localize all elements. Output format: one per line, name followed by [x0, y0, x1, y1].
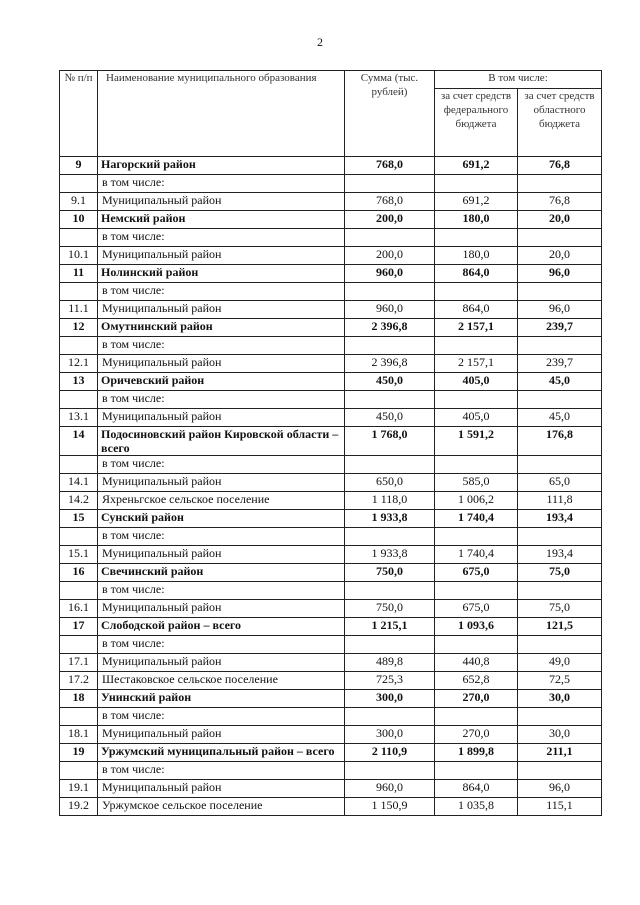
row-federal: 1 035,8 [435, 798, 518, 816]
table-row [60, 636, 602, 654]
row-federal [435, 582, 518, 600]
table-row [60, 265, 602, 283]
row-number: 14.1 [60, 474, 98, 492]
row-federal: 1 740,4 [435, 546, 518, 564]
row-name: Омутнинский район [98, 319, 345, 337]
row-federal [435, 283, 518, 301]
row-sum: 960,0 [345, 301, 435, 319]
row-name: Сунский район [98, 510, 345, 528]
table-row [60, 283, 602, 301]
row-name: Подосиновский район Кировской области – всего [98, 427, 345, 456]
row-name: Муниципальный район [98, 474, 345, 492]
row-number [60, 283, 98, 301]
row-federal [435, 528, 518, 546]
row-name: Уржумское сельское поселение [98, 798, 345, 816]
row-federal [435, 762, 518, 780]
row-sum: 450,0 [345, 373, 435, 391]
row-regional [518, 636, 602, 654]
table-row [60, 708, 602, 726]
row-federal: 440,8 [435, 654, 518, 672]
row-regional [518, 708, 602, 726]
row-name: в том числе: [98, 582, 345, 600]
table-row [60, 175, 602, 193]
row-number: 10.1 [60, 247, 98, 265]
row-number [60, 762, 98, 780]
row-sum: 960,0 [345, 780, 435, 798]
row-federal: 1 006,2 [435, 492, 518, 510]
row-name: Шестаковское сельское поселение [98, 672, 345, 690]
row-number [60, 391, 98, 409]
row-number: 12.1 [60, 355, 98, 373]
row-name: в том числе: [98, 175, 345, 193]
row-number: 15.1 [60, 546, 98, 564]
row-regional: 193,4 [518, 546, 602, 564]
row-name: Муниципальный район [98, 780, 345, 798]
row-federal [435, 391, 518, 409]
row-federal: 1 899,8 [435, 744, 518, 762]
row-name: Немский район [98, 211, 345, 229]
table-row [60, 319, 602, 337]
row-regional [518, 762, 602, 780]
row-sum [345, 528, 435, 546]
row-name: Муниципальный район [98, 600, 345, 618]
header-sum: Сумма (тыс. рублей) [345, 71, 435, 157]
row-regional: 176,8 [518, 427, 602, 456]
row-federal [435, 708, 518, 726]
row-number: 13.1 [60, 409, 98, 427]
table-row [60, 157, 602, 175]
row-number [60, 528, 98, 546]
row-regional: 49,0 [518, 654, 602, 672]
row-name: Муниципальный район [98, 654, 345, 672]
row-federal: 691,2 [435, 193, 518, 211]
table-row [60, 582, 602, 600]
row-regional [518, 283, 602, 301]
table-row [60, 762, 602, 780]
row-sum: 650,0 [345, 474, 435, 492]
row-federal: 691,2 [435, 157, 518, 175]
row-regional: 96,0 [518, 265, 602, 283]
row-regional [518, 582, 602, 600]
row-regional: 211,1 [518, 744, 602, 762]
row-name: в том числе: [98, 762, 345, 780]
row-regional: 65,0 [518, 474, 602, 492]
row-sum [345, 337, 435, 355]
row-name: Слободской район – всего [98, 618, 345, 636]
row-federal: 2 157,1 [435, 355, 518, 373]
table-row [60, 474, 602, 492]
row-number [60, 456, 98, 474]
row-sum: 1 118,0 [345, 492, 435, 510]
row-federal [435, 229, 518, 247]
row-sum: 1 933,8 [345, 510, 435, 528]
row-name: Яхреньгское сельское поселение [98, 492, 345, 510]
row-federal: 864,0 [435, 780, 518, 798]
row-regional: 111,8 [518, 492, 602, 510]
row-number: 16 [60, 564, 98, 582]
table-row [60, 492, 602, 510]
table-body [60, 157, 602, 816]
row-name: в том числе: [98, 391, 345, 409]
header-num: № п/п [60, 71, 98, 157]
row-number: 16.1 [60, 600, 98, 618]
row-sum: 750,0 [345, 600, 435, 618]
row-sum [345, 582, 435, 600]
row-sum: 1 933,8 [345, 546, 435, 564]
row-number: 14 [60, 427, 98, 456]
row-regional [518, 337, 602, 355]
row-regional: 239,7 [518, 319, 602, 337]
row-federal: 675,0 [435, 600, 518, 618]
row-name: Муниципальный район [98, 355, 345, 373]
row-name: Муниципальный район [98, 409, 345, 427]
row-name: в том числе: [98, 636, 345, 654]
table-row [60, 654, 602, 672]
table-row [60, 672, 602, 690]
row-federal: 270,0 [435, 726, 518, 744]
row-number [60, 636, 98, 654]
table-row [60, 391, 602, 409]
row-sum: 1 215,1 [345, 618, 435, 636]
table-row [60, 528, 602, 546]
row-name: Нагорский район [98, 157, 345, 175]
row-regional: 20,0 [518, 247, 602, 265]
table-row [60, 798, 602, 816]
row-regional: 30,0 [518, 726, 602, 744]
row-name: Свечинский район [98, 564, 345, 582]
row-regional [518, 229, 602, 247]
row-number: 18.1 [60, 726, 98, 744]
row-name: Оричевский район [98, 373, 345, 391]
row-regional: 76,8 [518, 193, 602, 211]
row-number: 9 [60, 157, 98, 175]
row-regional: 193,4 [518, 510, 602, 528]
row-sum [345, 283, 435, 301]
row-sum [345, 456, 435, 474]
row-sum: 768,0 [345, 193, 435, 211]
row-federal: 864,0 [435, 301, 518, 319]
header-regional: за счет средств областного бюджета [518, 89, 602, 157]
row-regional: 75,0 [518, 564, 602, 582]
row-sum [345, 229, 435, 247]
table-row [60, 229, 602, 247]
row-federal [435, 175, 518, 193]
row-number [60, 582, 98, 600]
row-regional: 239,7 [518, 355, 602, 373]
row-number: 14.2 [60, 492, 98, 510]
table-row [60, 546, 602, 564]
table-row [60, 600, 602, 618]
table-row [60, 427, 602, 456]
row-federal: 585,0 [435, 474, 518, 492]
row-sum [345, 636, 435, 654]
row-regional [518, 175, 602, 193]
row-number [60, 175, 98, 193]
table-row [60, 193, 602, 211]
row-sum [345, 708, 435, 726]
row-regional: 96,0 [518, 780, 602, 798]
row-name: в том числе: [98, 456, 345, 474]
row-name: в том числе: [98, 337, 345, 355]
row-name: Муниципальный район [98, 726, 345, 744]
row-sum: 1 150,9 [345, 798, 435, 816]
row-name: Уржумский муниципальный район – всего [98, 744, 345, 762]
row-federal [435, 456, 518, 474]
row-sum [345, 175, 435, 193]
row-name: Нолинский район [98, 265, 345, 283]
row-federal: 2 157,1 [435, 319, 518, 337]
table-row [60, 247, 602, 265]
row-name: Муниципальный район [98, 301, 345, 319]
row-number [60, 708, 98, 726]
page-number: 2 [317, 35, 323, 49]
row-regional [518, 391, 602, 409]
row-name: Муниципальный район [98, 546, 345, 564]
row-number: 19.2 [60, 798, 98, 816]
row-sum: 768,0 [345, 157, 435, 175]
row-sum: 489,8 [345, 654, 435, 672]
row-regional: 76,8 [518, 157, 602, 175]
row-name: Муниципальный район [98, 247, 345, 265]
row-federal: 405,0 [435, 373, 518, 391]
table-row [60, 373, 602, 391]
row-sum: 960,0 [345, 265, 435, 283]
row-federal: 1 591,2 [435, 427, 518, 456]
row-number: 13 [60, 373, 98, 391]
table-row [60, 409, 602, 427]
row-number: 15 [60, 510, 98, 528]
row-number: 17 [60, 618, 98, 636]
row-regional [518, 456, 602, 474]
row-sum [345, 391, 435, 409]
row-sum: 450,0 [345, 409, 435, 427]
table-row [60, 690, 602, 708]
row-sum: 2 396,8 [345, 319, 435, 337]
table-row [60, 456, 602, 474]
table-row [60, 301, 602, 319]
table-row [60, 564, 602, 582]
header-including: В том числе: [435, 71, 602, 89]
row-name: в том числе: [98, 229, 345, 247]
row-name: в том числе: [98, 708, 345, 726]
row-regional: 115,1 [518, 798, 602, 816]
row-federal: 405,0 [435, 409, 518, 427]
row-sum: 1 768,0 [345, 427, 435, 456]
row-regional: 121,5 [518, 618, 602, 636]
table-header [60, 71, 602, 157]
row-regional [518, 528, 602, 546]
row-number: 17.1 [60, 654, 98, 672]
row-number [60, 229, 98, 247]
row-number: 18 [60, 690, 98, 708]
row-federal: 180,0 [435, 247, 518, 265]
row-regional: 72,5 [518, 672, 602, 690]
row-federal: 864,0 [435, 265, 518, 283]
row-federal [435, 337, 518, 355]
row-federal [435, 636, 518, 654]
row-sum: 750,0 [345, 564, 435, 582]
row-sum: 200,0 [345, 247, 435, 265]
table-row [60, 510, 602, 528]
row-name: Унинский район [98, 690, 345, 708]
header-name: Наименование муниципального образования [98, 71, 345, 157]
row-name: в том числе: [98, 283, 345, 301]
row-sum [345, 762, 435, 780]
row-sum: 2 110,9 [345, 744, 435, 762]
row-number: 11 [60, 265, 98, 283]
row-sum: 300,0 [345, 690, 435, 708]
row-regional: 30,0 [518, 690, 602, 708]
row-number: 11.1 [60, 301, 98, 319]
row-federal: 1 740,4 [435, 510, 518, 528]
row-federal: 180,0 [435, 211, 518, 229]
row-name: в том числе: [98, 528, 345, 546]
row-sum: 300,0 [345, 726, 435, 744]
row-sum: 725,3 [345, 672, 435, 690]
row-name: Муниципальный район [98, 193, 345, 211]
row-number: 19 [60, 744, 98, 762]
table-row [60, 618, 602, 636]
row-federal: 1 093,6 [435, 618, 518, 636]
table-row [60, 337, 602, 355]
row-regional: 75,0 [518, 600, 602, 618]
table-row [60, 726, 602, 744]
row-number: 10 [60, 211, 98, 229]
table-row [60, 744, 602, 762]
row-number: 19.1 [60, 780, 98, 798]
table-row [60, 780, 602, 798]
row-regional: 45,0 [518, 409, 602, 427]
row-federal: 675,0 [435, 564, 518, 582]
row-federal: 652,8 [435, 672, 518, 690]
row-federal: 270,0 [435, 690, 518, 708]
table-row [60, 355, 602, 373]
row-number: 17.2 [60, 672, 98, 690]
row-sum: 200,0 [345, 211, 435, 229]
row-number: 9.1 [60, 193, 98, 211]
row-number: 12 [60, 319, 98, 337]
row-number [60, 337, 98, 355]
row-regional: 20,0 [518, 211, 602, 229]
header-federal: за счет средств федерального бюджета [435, 89, 518, 157]
row-regional: 96,0 [518, 301, 602, 319]
row-regional: 45,0 [518, 373, 602, 391]
table-row [60, 211, 602, 229]
budget-table [59, 70, 602, 816]
row-sum: 2 396,8 [345, 355, 435, 373]
